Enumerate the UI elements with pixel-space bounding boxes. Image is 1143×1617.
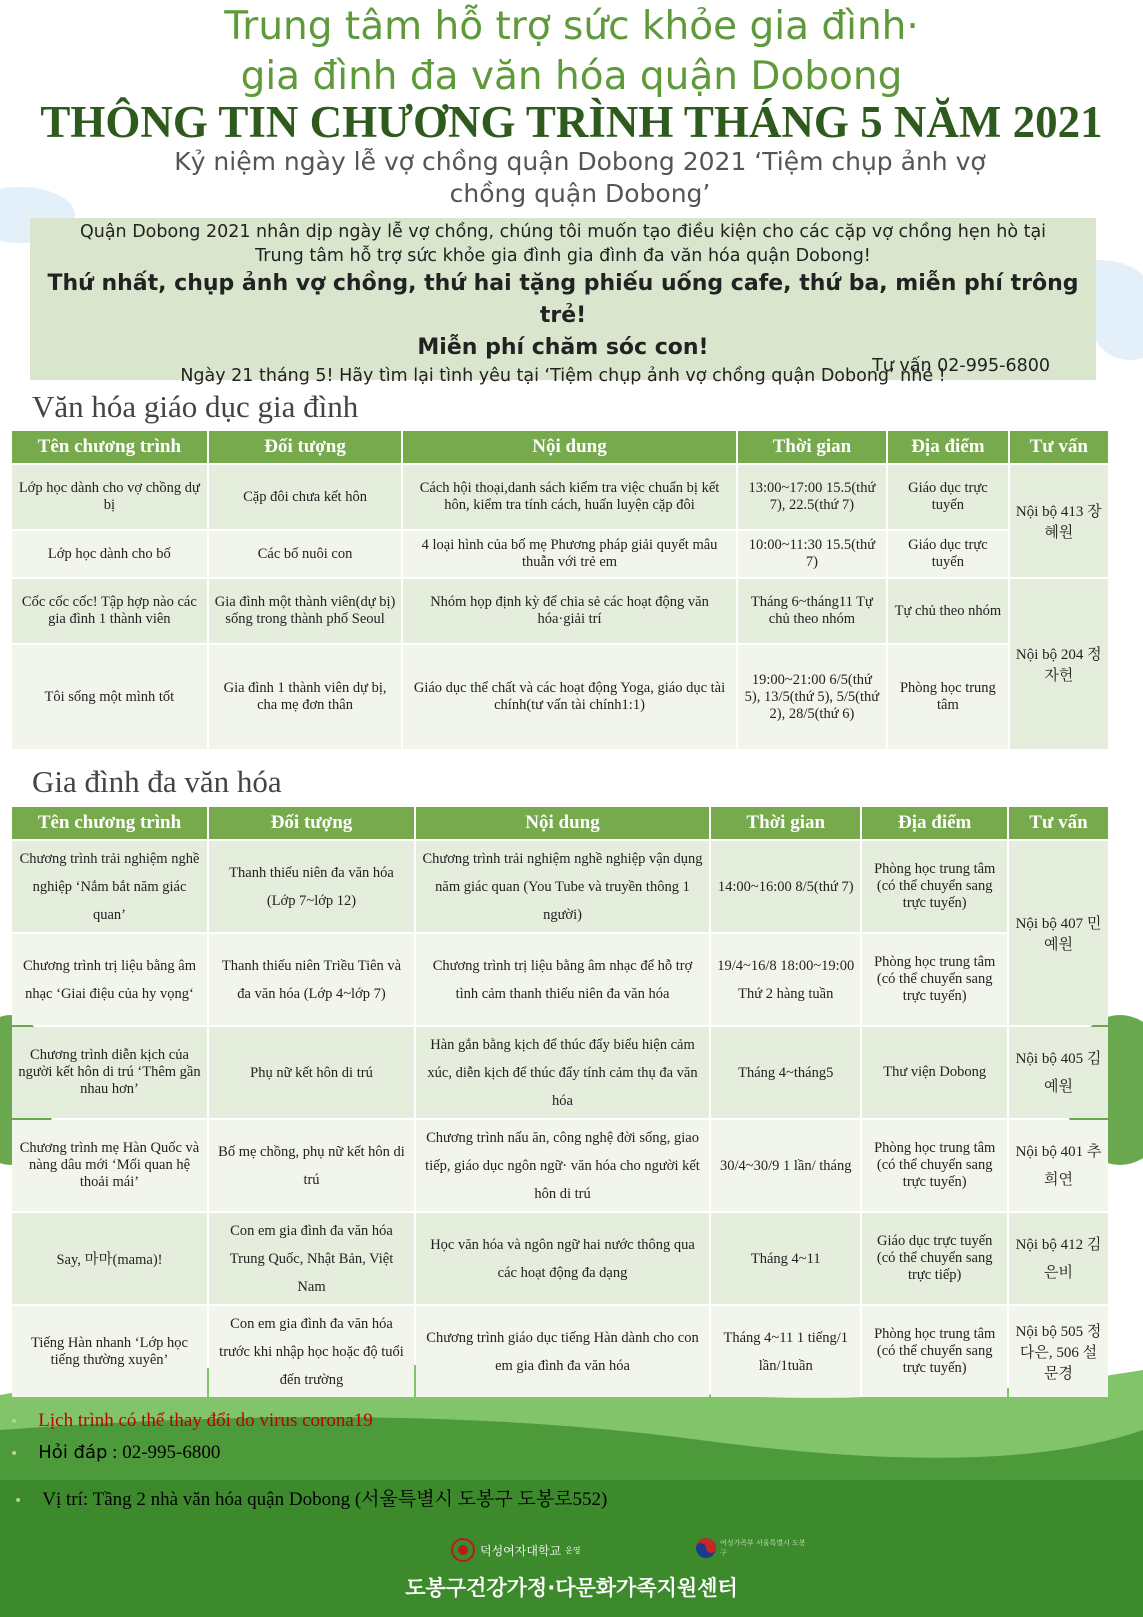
program-content: Chương trình giáo dục tiếng Hàn dành cho con em gia đình đa văn hóa: [416, 1306, 709, 1397]
table-row: [12, 841, 1108, 932]
program-content: Chương trình trị liệu bằng âm nhạc để hỗ trợ tình cảm thanh thiếu niên đa văn hóa: [416, 934, 709, 1025]
col-header: Địa điểm: [862, 807, 1006, 839]
program-time: 13:00~17:00 15.5(thứ 7), 22.5(thứ 7): [738, 465, 887, 529]
center-name-line2: gia đình đa văn hóa quận Dobong: [240, 54, 903, 99]
program-place: Giáo dục trực tuyến: [888, 531, 1007, 577]
table-row: [12, 934, 1108, 1025]
table-row: [12, 465, 1108, 529]
program-content: Chương trình nấu ăn, công nghệ đời sống, giao tiếp, giáo dục ngôn ngữ· văn hóa cho người kết hôn di trú: [416, 1120, 709, 1211]
program-time: 10:00~11:30 15.5(thứ 7): [738, 531, 887, 577]
program-place: Thư viện Dobong: [862, 1027, 1006, 1118]
program-time: Tháng 4~11 1 tiếng/1 lần/1tuần: [711, 1306, 861, 1397]
program-time: Tháng 4~tháng5: [711, 1027, 861, 1118]
program-place: Phòng học trung tâm: [888, 645, 1007, 749]
note-contact-value: : 02-995-6800: [112, 1442, 221, 1463]
col-header: Thời gian: [738, 431, 887, 463]
program-name: Say, 마마(mama)!: [12, 1213, 207, 1304]
program-name: Chương trình diễn kịch của người kết hôn di trú ‘Thêm gần nhau hơn’: [12, 1027, 207, 1118]
bullet-icon: •: [10, 1414, 19, 1430]
program-time: 14:00~16:00 8/5(thứ 7): [711, 841, 861, 932]
bullet-icon: •: [10, 1446, 19, 1462]
table-row: [12, 1027, 1108, 1118]
program-consult: Nội bộ 401 추희연: [1009, 1120, 1108, 1211]
university-operated: 운영: [565, 1545, 581, 1555]
program-time: Tháng 6~tháng11 Tự chủ theo nhóm: [738, 579, 887, 643]
program-target: Gia đình 1 thành viên dự bị, cha mẹ đơn thân: [209, 645, 402, 749]
program-consult: Nội bộ 407 민예원: [1009, 841, 1108, 1025]
page-title: THÔNG TIN CHƯƠNG TRÌNH THÁNG 5 NĂM 2021: [40, 97, 1103, 147]
ministry-logo: [695, 1537, 810, 1559]
col-header: Đối tượng: [209, 807, 414, 839]
program-consult: Nội bộ 413 장혜원: [1010, 465, 1108, 577]
program-content: Chương trình trải nghiệm nghề nghiệp vận dụng năm giác quan (You Tube và truyền thông 1 người): [416, 841, 709, 932]
program-consult: Nội bộ 505 정다은, 506 설문경: [1009, 1306, 1108, 1397]
intro-phone: Tư vấn 02-995-6800: [872, 356, 1050, 376]
program-target: Cặp đôi chưa kết hôn: [209, 465, 402, 529]
col-header: Nội dung: [403, 431, 735, 463]
intro-bold1: Thứ nhất, chụp ảnh vợ chồng, thứ hai tặng phiếu uống cafe, thứ ba, miễn phí trông trẻ!: [47, 271, 1079, 328]
program-name: Cốc cốc cốc! Tập hợp nào các gia đình 1 thành viên: [12, 579, 207, 643]
taegeuk-icon: [695, 1537, 717, 1559]
table-header-row: [12, 431, 1108, 463]
table-row: [12, 1213, 1108, 1304]
center-name-line1: Trung tâm hỗ trợ sức khỏe gia đình·: [224, 4, 919, 49]
intro-box: [30, 218, 1096, 386]
program-content: Học văn hóa và ngôn ngữ hai nước thông qua các hoạt động đa dạng: [416, 1213, 709, 1304]
note-corona: [10, 1410, 373, 1432]
col-header: Địa điểm: [888, 431, 1007, 463]
program-time: Tháng 4~11: [711, 1213, 861, 1304]
col-header: Tên chương trình: [12, 807, 207, 839]
program-consult: Nội bộ 412 김은비: [1009, 1213, 1108, 1304]
program-target: Con em gia đình đa văn hóa trước khi nhập học hoặc độ tuổi đến trường: [209, 1306, 414, 1397]
program-name: Tiếng Hàn nhanh ‘Lớp học tiếng thường xuyên’: [12, 1306, 207, 1397]
note-location-text: Vị trí: Tầng 2 nhà văn hóa quận Dobong (서울특별시 도봉구 도봉로552): [42, 1489, 608, 1510]
program-content: Hàn gắn bằng kịch để thúc đẩy biểu hiện cảm xúc, diễn kịch để thúc đẩy tính cảm thụ đa văn hóa: [416, 1027, 709, 1118]
program-content: Nhóm họp định kỳ để chia sẻ các hoạt động văn hóa·giải trí: [403, 579, 735, 643]
col-header: Nội dung: [416, 807, 709, 839]
program-place: Phòng học trung tâm (có thể chuyển sang trực tuyến): [862, 1120, 1006, 1211]
program-place: Phòng học trung tâm (có thể chuyển sang trực tuyến): [862, 934, 1006, 1025]
note-contact: [10, 1442, 220, 1464]
university-emblem-icon: [450, 1537, 476, 1563]
program-target: Thanh thiếu niên Triều Tiên và đa văn hóa (Lớp 4~lớp 7): [209, 934, 414, 1025]
program-consult: Nội bộ 204 정자헌: [1010, 579, 1108, 749]
intro-line3: Ngày 21 tháng 5! Hãy tìm lại tình yêu tại ‘Tiệm chụp ảnh vợ chồng quận Dobong’ nhé !: [180, 366, 946, 386]
program-time: 19/4~16/8 18:00~19:00 Thứ 2 hàng tuần: [711, 934, 861, 1025]
program-content: Cách hội thoại,danh sách kiểm tra việc chuẩn bị kết hôn, kiểm tra tính cách, huấn luyện cặp đôi: [403, 465, 735, 529]
program-name: Tôi sống một mình tốt: [12, 645, 207, 749]
section1-title: Văn hóa giáo dục gia đình: [32, 389, 359, 424]
col-header: Tư vấn: [1010, 431, 1108, 463]
multicultural-table: [10, 805, 1110, 1399]
program-place: Giáo dục trực tuyến (có thể chuyển sang trực tiếp): [862, 1213, 1006, 1304]
program-time: 30/4~30/9 1 lần/ tháng: [711, 1120, 861, 1211]
program-place: Tự chủ theo nhóm: [888, 579, 1007, 643]
bullet-icon: •: [14, 1493, 23, 1509]
note-corona-text: Lịch trình có thể thay đổi do virus corona19: [38, 1410, 373, 1431]
program-name: Chương trình trải nghiệm nghề nghiệp ‘Nắm bắt năm giác quan’: [12, 841, 207, 932]
col-header: Thời gian: [711, 807, 861, 839]
ministry-name: 여성가족부 서울특별시 도봉구: [720, 1539, 806, 1557]
col-header: Tên chương trình: [12, 431, 207, 463]
program-target: Bố mẹ chồng, phụ nữ kết hôn di trú: [209, 1120, 414, 1211]
table-row: [12, 531, 1108, 577]
program-place: Phòng học trung tâm (có thể chuyển sang trực tuyến): [862, 1306, 1006, 1397]
program-name: Lớp học dành cho bố: [12, 531, 207, 577]
program-target: Các bố nuôi con: [209, 531, 402, 577]
note-contact-label: Hỏi đáp: [38, 1442, 108, 1463]
program-time: 19:00~21:00 6/5(thứ 5), 13/5(thứ 5), 5/5(thứ 2), 28/5(thứ 6): [738, 645, 887, 749]
col-header: Tư vấn: [1009, 807, 1108, 839]
program-content: 4 loại hình của bố mẹ Phương pháp giải quyết mâu thuẫn với trẻ em: [403, 531, 735, 577]
intro-line2: Trung tâm hỗ trợ sức khỏe gia đình gia đình đa văn hóa quận Dobong!: [255, 246, 871, 266]
subtitle-line2: chồng quận Dobong’: [449, 179, 711, 208]
program-content: Giáo dục thể chất và các hoạt động Yoga, giáo dục tài chính(tư vấn tài chính1:1): [403, 645, 735, 749]
family-education-table: [10, 429, 1110, 751]
program-target: Gia đình một thành viên(dự bị) sống trong thành phố Seoul: [209, 579, 402, 643]
intro-line1: Quận Dobong 2021 nhân dịp ngày lễ vợ chồng, chúng tôi muốn tạo điều kiện cho các cặp vợ chồng hẹn hò tại: [79, 222, 1047, 242]
subtitle-line1: Kỷ niệm ngày lễ vợ chồng quận Dobong 2021 ‘Tiệm chụp ảnh vợ: [174, 147, 986, 176]
program-target: Phụ nữ kết hôn di trú: [209, 1027, 414, 1118]
program-target: Thanh thiếu niên đa văn hóa (Lớp 7~lớp 12): [209, 841, 414, 932]
table-header-row: [12, 807, 1108, 839]
program-place: Giáo dục trực tuyến: [888, 465, 1007, 529]
program-name: Chương trình mẹ Hàn Quốc và nàng dâu mới ‘Mối quan hệ thoải mái’: [12, 1120, 207, 1211]
section2-title: Gia đình đa văn hóa: [32, 764, 282, 799]
program-place: Phòng học trung tâm (có thể chuyển sang trực tuyến): [862, 841, 1006, 932]
col-header: Đối tượng: [209, 431, 402, 463]
table-row: [12, 579, 1108, 643]
table-row: [12, 1120, 1108, 1211]
university-name: 덕성여자대학교: [480, 1543, 562, 1558]
university-logo: [450, 1537, 581, 1563]
program-consult: Nội bộ 405 김예원: [1009, 1027, 1108, 1118]
program-name: Chương trình trị liệu bằng âm nhạc ‘Giai điệu của hy vọng‘: [12, 934, 207, 1025]
program-target: Con em gia đình đa văn hóa Trung Quốc, Nhật Bản, Việt Nam: [209, 1213, 414, 1304]
table-row: [12, 1306, 1108, 1397]
footer-center-name: 도봉구건강가정·다문화가족지원센터: [405, 1576, 738, 1600]
program-name: Lớp học dành cho vợ chồng dự bị: [12, 465, 207, 529]
table-row: [12, 645, 1108, 749]
intro-bold2: Miễn phí chăm sóc con!: [417, 335, 709, 360]
note-location: [14, 1484, 607, 1511]
